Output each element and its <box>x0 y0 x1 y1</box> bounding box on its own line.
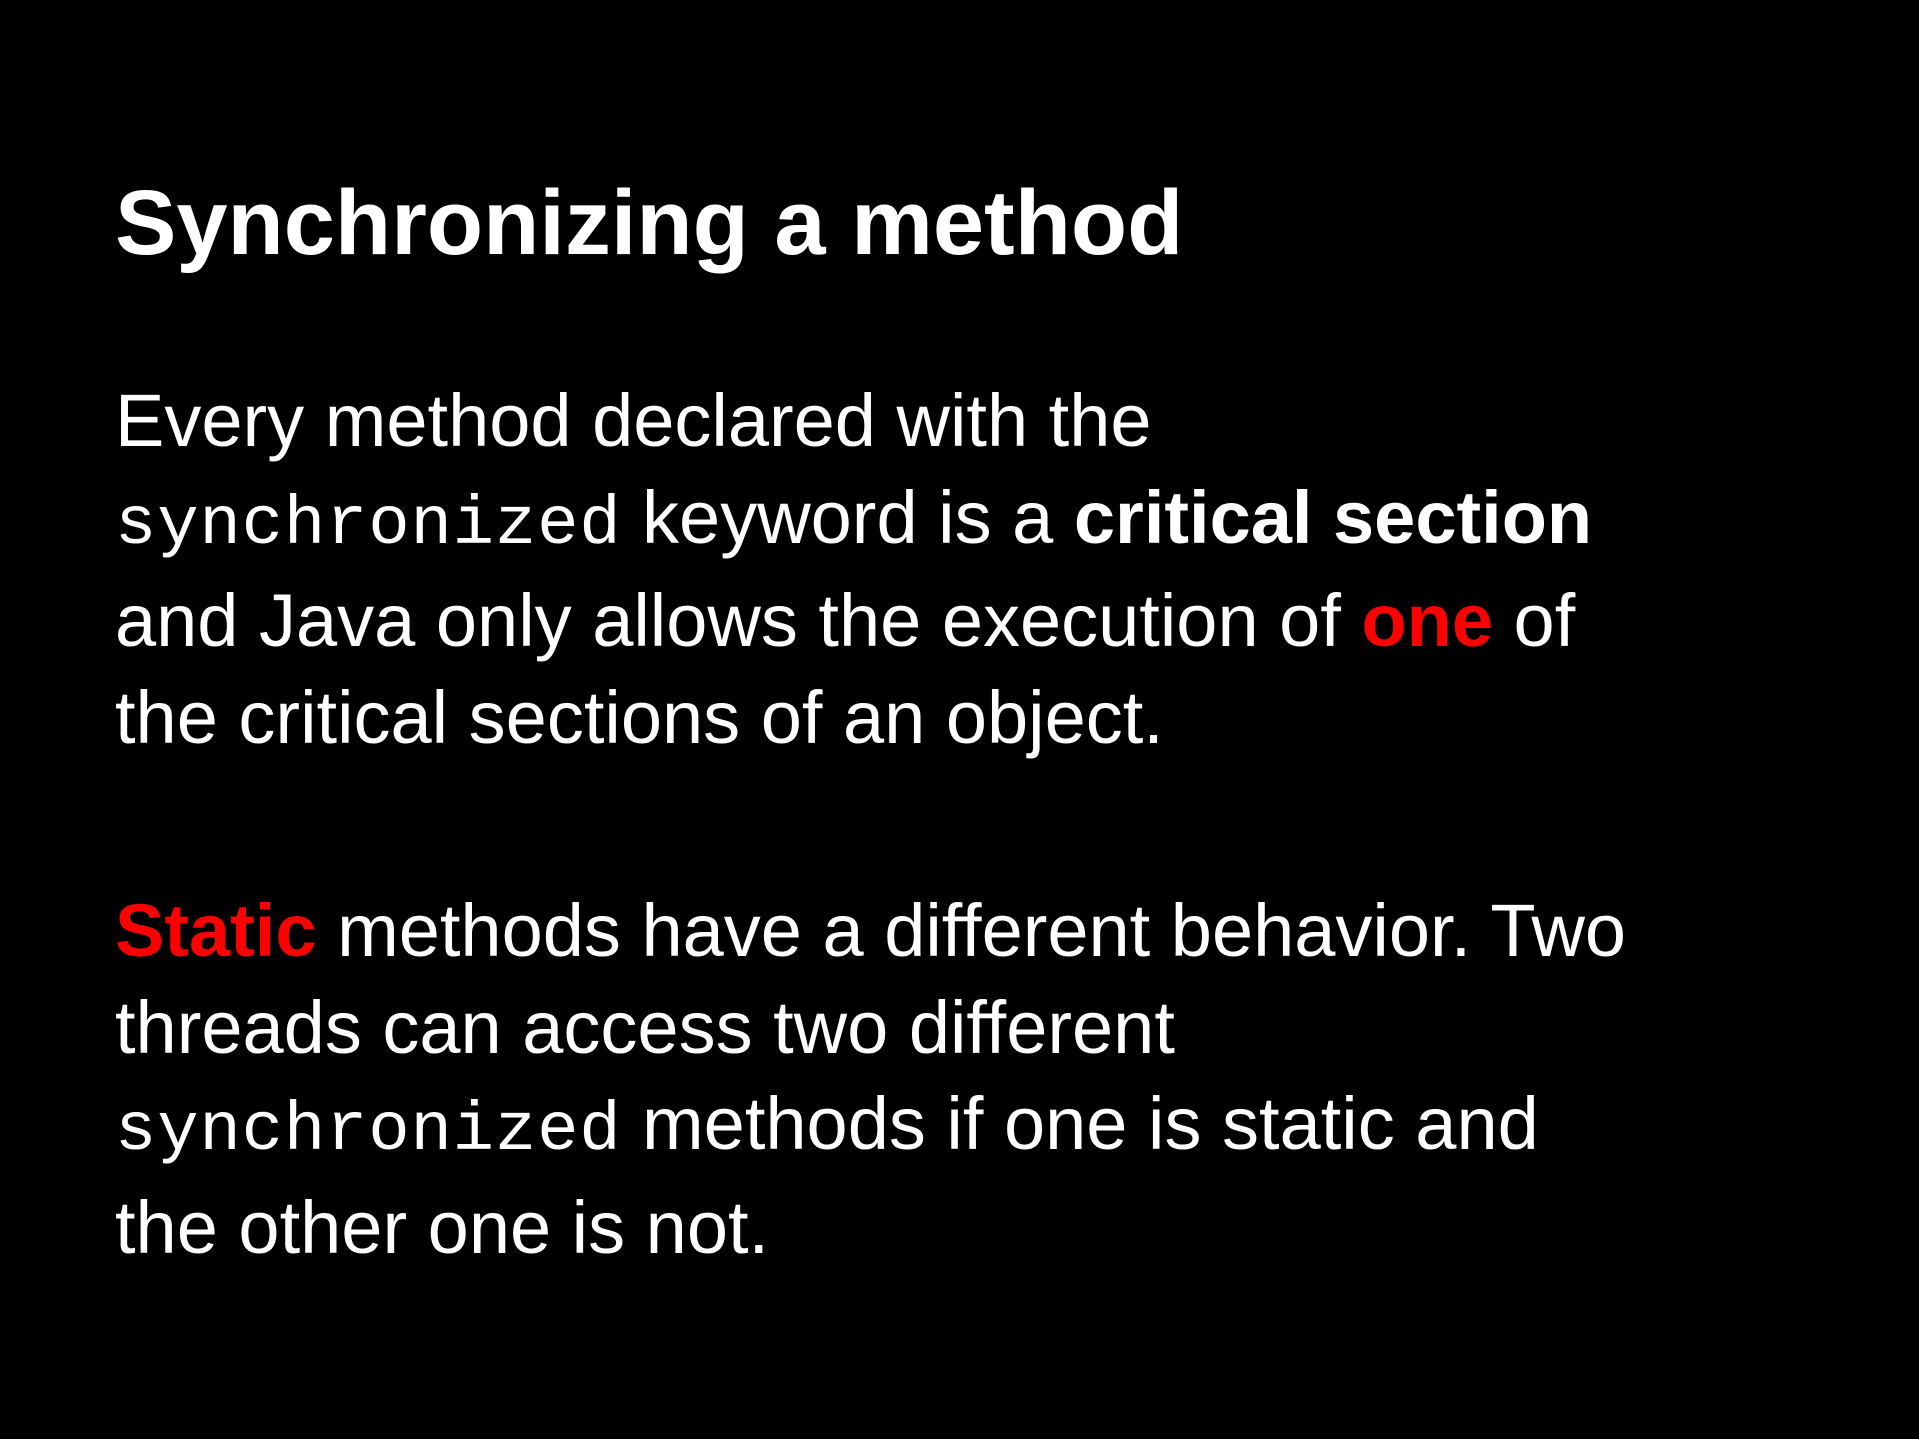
text-run: the critical sections of an object. <box>115 675 1164 759</box>
code-keyword-synchronized: synchronized <box>115 485 622 564</box>
text-line <box>115 670 1592 767</box>
text-line <box>115 470 1592 574</box>
text-run: methods if one is static and <box>621 1082 1539 1165</box>
highlight-static: Static <box>115 889 317 972</box>
text-line <box>115 1180 1626 1277</box>
text-run: threads can access two different <box>115 985 1175 1069</box>
text-run: methods have a different behavior. Two <box>316 889 1627 972</box>
code-keyword-synchronized: synchronized <box>115 1092 622 1170</box>
text-run: keyword is a <box>621 475 1074 559</box>
text-run: of <box>1493 579 1576 662</box>
emphasis-critical-section: critical section <box>1073 475 1593 559</box>
paragraph-critical-section <box>115 373 1592 766</box>
slide-title: Synchronizing a method <box>115 172 1184 274</box>
text-run: Every method declared with the <box>115 379 1152 462</box>
text-run: the other one is not. <box>115 1185 770 1269</box>
text-line <box>115 573 1592 670</box>
text-run: and Java only allows the execution of <box>115 579 1362 662</box>
text-line <box>115 980 1626 1077</box>
text-line <box>115 883 1626 980</box>
paragraph-static-methods <box>115 883 1626 1276</box>
text-line <box>115 1076 1626 1180</box>
text-line <box>115 373 1592 470</box>
highlight-one: one <box>1361 579 1493 662</box>
